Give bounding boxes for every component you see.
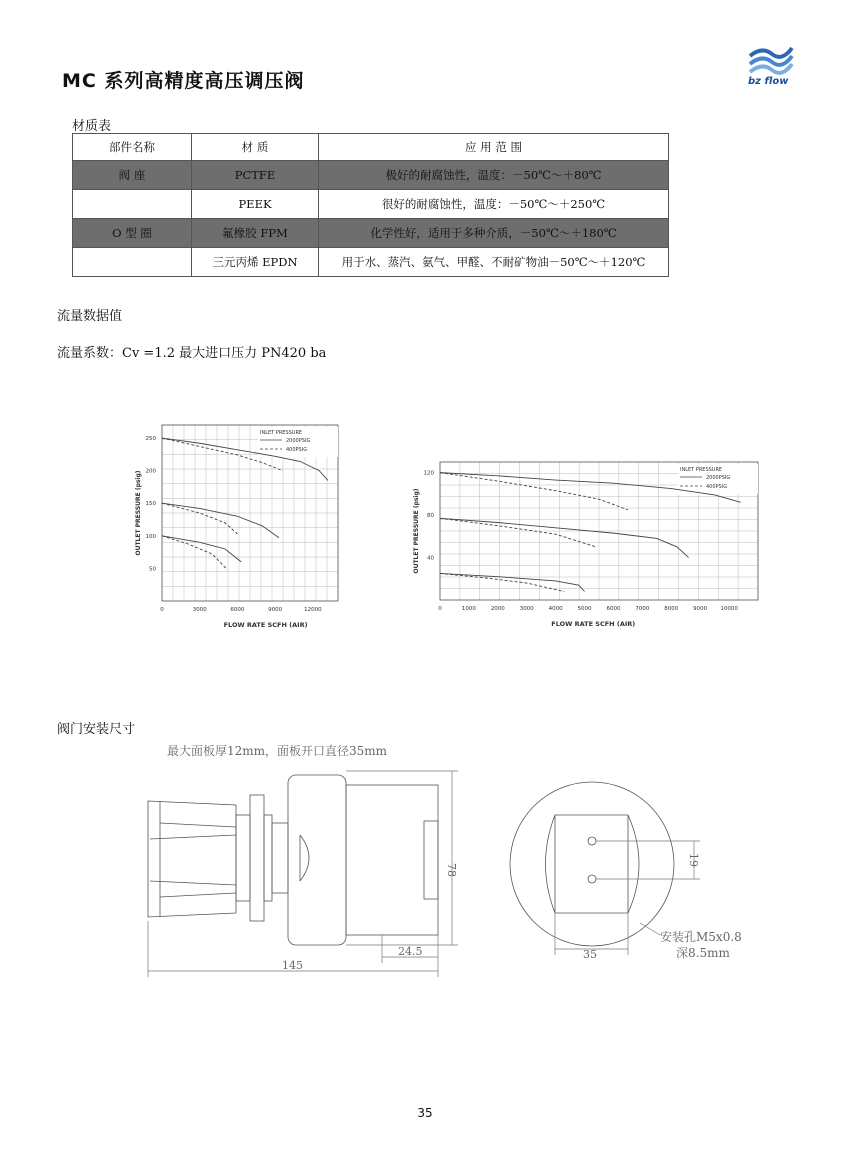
series-line [162, 503, 279, 538]
flow-chart-right [400, 450, 770, 635]
cell-material: PEEK [192, 190, 319, 219]
material-table-caption: 材质表 [72, 119, 112, 134]
series-line [162, 536, 227, 570]
cell-application: 用于水、蒸汽、氨气、甲醛、不耐矿物油－50℃～＋120℃ [319, 248, 669, 277]
x-tick-label: 0 [438, 606, 442, 612]
front-view [510, 782, 674, 946]
page-number: 35 [417, 1106, 433, 1120]
x-axis-label: FLOW RATE SCFH (AIR) [551, 620, 636, 628]
x-tick-label: 7000 [635, 606, 650, 612]
x-axis-label: FLOW RATE SCFH (AIR) [223, 621, 308, 629]
legend-entry: 2000PSIG [706, 475, 731, 481]
x-tick-label: 1000 [461, 606, 476, 612]
brand-logo-text: bz flow [748, 76, 789, 87]
x-tick-label: 4000 [548, 606, 563, 612]
dim-length: 145 [282, 959, 303, 972]
flow-chart-left [120, 405, 360, 635]
legend-entry: 400PSIG [286, 447, 308, 453]
install-heading: 阀门安装尺寸 [57, 722, 136, 737]
y-axis-label: OUTLET PRESSURE (psig) [413, 488, 420, 574]
legend-entry: 400PSIG [706, 484, 728, 490]
dim-diameter: 78 [445, 863, 458, 877]
x-tick-label: 5000 [577, 606, 592, 612]
x-tick-label: 3000 [519, 606, 534, 612]
series-line [162, 503, 237, 534]
table-row [73, 161, 669, 190]
column-header-material: 材 质 [192, 134, 319, 161]
cell-application: 极好的耐腐蚀性，温度：－50℃～＋80℃ [319, 161, 669, 190]
flow-heading: 流量数据值 [57, 309, 123, 324]
cell-part [73, 190, 192, 219]
y-tick-label: 200 [145, 468, 156, 475]
cell-application: 化学性好，适用于多种介质，－50℃～＋180℃ [319, 219, 669, 248]
cell-application: 很好的耐腐蚀性，温度：－50℃～＋250℃ [319, 190, 669, 219]
y-tick-label: 40 [427, 555, 434, 562]
legend-title: INLET PRESSURE [260, 430, 303, 436]
series-line [440, 573, 585, 591]
x-tick-label: 2000 [490, 606, 505, 612]
table-row [73, 219, 669, 248]
x-tick-label: 9000 [693, 606, 708, 612]
dim-hole-depth: 深8.5mm [676, 946, 730, 960]
series-line [440, 573, 564, 591]
x-tick-label: 9000 [268, 607, 283, 613]
x-tick-label: 10000 [720, 606, 738, 612]
x-tick-label: 8000 [664, 606, 679, 612]
dim-depth: 24.5 [398, 945, 423, 958]
y-tick-label: 150 [145, 501, 156, 508]
cell-part: 阀 座 [73, 161, 192, 190]
x-tick-label: 12000 [304, 607, 322, 613]
table-header-row [73, 134, 669, 161]
column-header-application: 应 用 范 围 [319, 134, 669, 161]
legend-title: INLET PRESSURE [680, 467, 723, 473]
series-line [440, 518, 689, 557]
y-tick-label: 250 [145, 436, 156, 443]
flow-coefficient-line: 流量系数：Cv =1.2 最大进口压力 PN420 ba [57, 346, 327, 361]
y-tick-label: 100 [145, 533, 156, 540]
cell-material: 氟橡胶 FPM [192, 219, 319, 248]
column-header-part: 部件名称 [73, 134, 192, 161]
table-row [73, 248, 669, 277]
side-view [148, 775, 438, 945]
cell-part: O 型 圈 [73, 219, 192, 248]
cell-part [73, 248, 192, 277]
x-tick-label: 3000 [192, 607, 207, 613]
installation-drawing [0, 735, 850, 985]
x-tick-label: 0 [160, 607, 164, 613]
y-tick-label: 50 [149, 566, 156, 573]
table-row [73, 190, 669, 219]
y-axis-label: OUTLET PRESSURE (psig) [135, 470, 142, 556]
x-tick-label: 6000 [606, 606, 621, 612]
cell-material: PCTFE [192, 161, 319, 190]
dim-hole-spec: 安装孔M5x0.8 [660, 930, 742, 944]
y-tick-label: 120 [423, 470, 434, 477]
dim-panel-width: 35 [583, 948, 597, 961]
dim-hole-spacing: 19 [687, 853, 700, 867]
legend-entry: 2000PSIG [286, 438, 311, 444]
y-tick-label: 80 [427, 513, 434, 520]
material-table [72, 133, 669, 277]
x-tick-label: 6000 [230, 607, 245, 613]
page-title: MC 系列高精度高压调压阀 [62, 70, 305, 92]
install-note: 最大面板厚12mm，面板开口直径35mm [167, 744, 388, 758]
cell-material: 三元丙烯 EPDN [192, 248, 319, 277]
